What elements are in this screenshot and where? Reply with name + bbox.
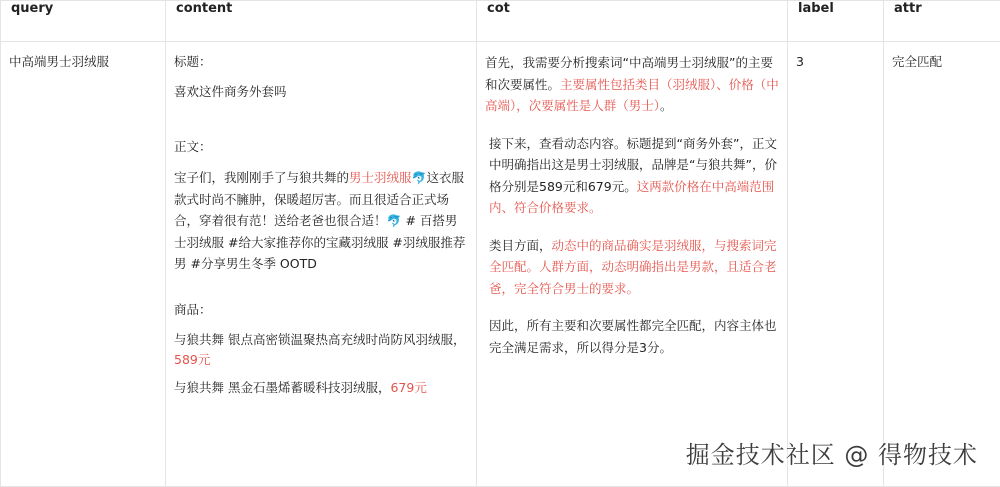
table-row <box>1 42 1000 487</box>
goods-2-name: 与狼共舞 黑金石墨烯蓄暖科技羽绒服， <box>174 380 390 395</box>
cot-paragraph-2 <box>485 133 779 219</box>
cell-label <box>788 42 884 487</box>
cell-query <box>1 42 166 487</box>
header-query: query <box>1 1 166 42</box>
header-attr: attr <box>884 1 1000 42</box>
title-label: 标题： <box>174 52 468 72</box>
cot-p1-highlight: 主要属性包括类目（羽绒服）、价格（中高端），次要属性是人群（男士） <box>485 77 779 114</box>
body-part-1: 宝子们，我刚刚手了与狼共舞的 <box>174 170 349 185</box>
watermark-logo: 掘金技术社区 @ 得物技术 <box>686 435 978 470</box>
dolphin-icon: 🐬 <box>387 214 402 228</box>
body-label: 正文： <box>174 137 468 157</box>
cell-cot <box>477 42 788 487</box>
label-value: 3 <box>796 52 875 72</box>
cot-p2-highlight: 这两款价格在中高端范围内、符合价格要求。 <box>489 179 774 216</box>
header-label: label <box>788 1 884 42</box>
goods-item-2 <box>174 378 468 398</box>
cot-p2-text: 接下来，查看动态内容。标题提到“商务外套”，正文中明确指出这是男士羽绒服，品牌是“与狼共舞”，价格分别是589元和679元。 <box>489 136 777 194</box>
cot-paragraph-4: 因此，所有主要和次要属性都完全匹配，内容主体也完全满足需求，所以得分是3分。 <box>485 315 779 358</box>
query-text: 中高端男士羽绒服 <box>9 52 157 72</box>
attr-value: 完全匹配 <box>892 52 992 72</box>
cell-attr <box>884 42 1000 487</box>
cot-p3-text: 类目方面， <box>489 238 552 253</box>
cot-p1-text: 首先，我需要分析搜索词“中高端男士羽绒服”的主要和次要属性。 <box>485 55 773 92</box>
body-highlight: 男士羽绒服 <box>349 170 412 185</box>
cot-p3-highlight: 动态中的商品确实是羽绒服，与搜索词完全匹配。人群方面，动态明确指出是男款，且适合老爸，完全符合男士的要求。 <box>489 238 777 296</box>
body-part-2: 这衣服款式时尚不臃肿，保暖超厉害。而且很适合正式场合，穿着很有范！送给老爸也很合适！ <box>174 170 464 228</box>
goods-label: 商品： <box>174 300 468 320</box>
goods-2-price: 679元 <box>390 380 426 395</box>
cot-paragraph-1 <box>485 52 779 117</box>
cot-p1-end: 。 <box>660 98 673 113</box>
goods-1-name: 与狼共舞 银点高密锁温聚热高充绒时尚防风羽绒服， <box>174 332 465 347</box>
goods-1-price: 589元 <box>174 352 210 367</box>
cot-paragraph-3 <box>485 235 779 300</box>
body-text <box>174 167 468 274</box>
header-cot: cot <box>477 1 788 42</box>
header-content: content <box>166 1 477 42</box>
header-row <box>1 1 1000 42</box>
cell-content <box>166 42 477 487</box>
title-text: 喜欢这件商务外套吗 <box>174 82 468 102</box>
body-part-3: # 百搭男士羽绒服 #给大家推荐你的宝藏羽绒服 #羽绒服推荐男 #分享男生冬季 OOTD <box>174 213 465 271</box>
goods-item-1 <box>174 330 468 370</box>
dolphin-icon: 🐬 <box>412 171 427 185</box>
